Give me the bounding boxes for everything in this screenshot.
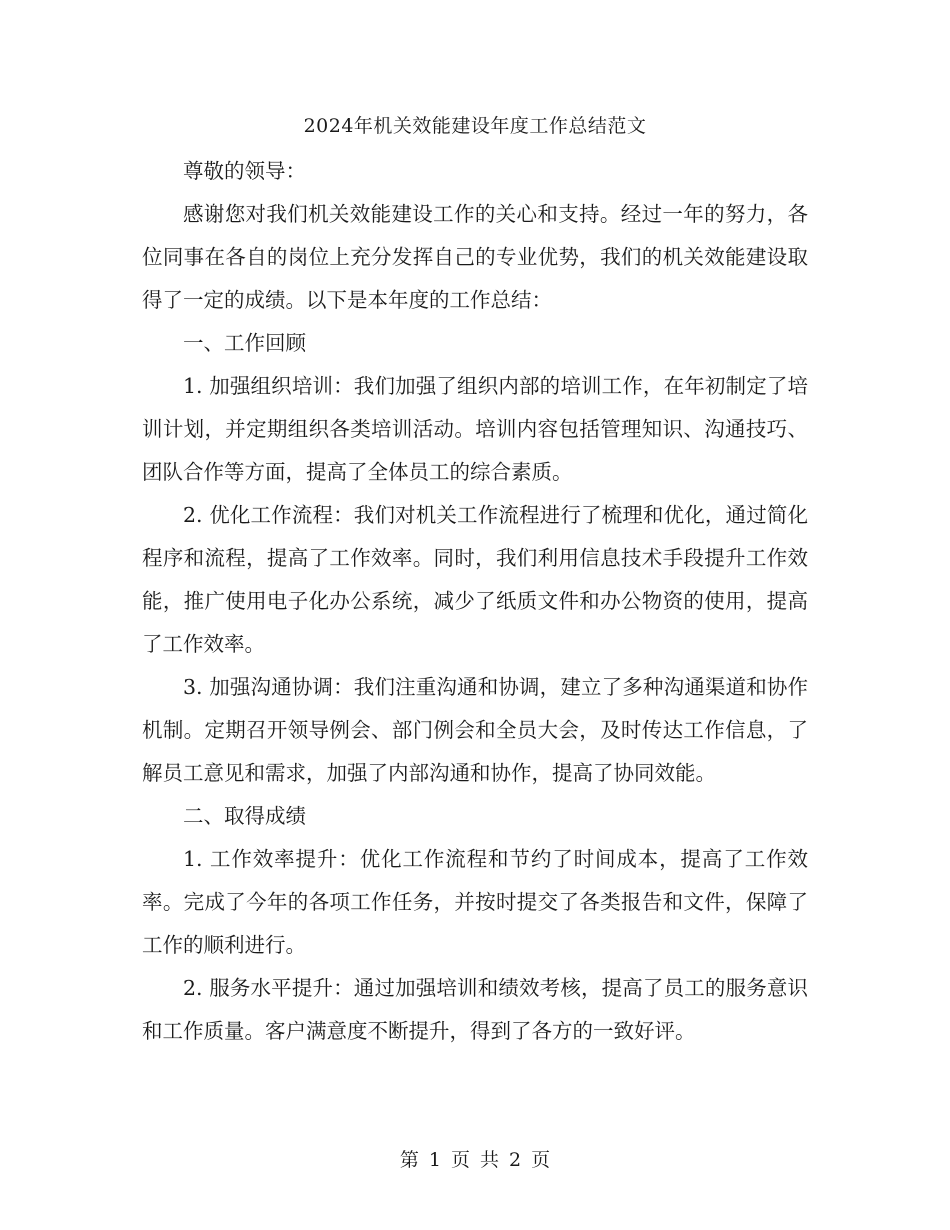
document-title: 2024年机关效能建设年度工作总结范文 (303, 115, 647, 137)
section-heading-results: 二、取得成绩 (183, 804, 306, 828)
salutation: 尊敬的领导： (183, 159, 306, 183)
paragraph-results-2: 2. 服务水平提升：通过加强培训和绩效考核，提高了员工的服务意识和工作质量。客户满意度不断提升，得到了各方的一致好评。 (142, 976, 808, 1043)
paragraph-review-1: 1. 加强组织培训：我们加强了组织内部的培训工作，在年初制定了培训计划，并定期组织各类培训活动。培训内容包括管理知识、沟通技巧、团队合作等方面，提高了全体员工的综合素质。 (142, 374, 808, 484)
document-body (142, 150, 808, 1053)
paragraph-intro: 感谢您对我们机关效能建设工作的关心和支持。经过一年的努力，各位同事在各自的岗位上充分发挥自己的专业优势，我们的机关效能建设取得了一定的成绩。以下是本年度的工作总结： (142, 202, 808, 312)
paragraph-review-3: 3. 加强沟通协调：我们注重沟通和协调，建立了多种沟通渠道和协作机制。定期召开领导例会、部门例会和全员大会，及时传达工作信息，了解员工意见和需求，加强了内部沟通和协作，提高了协同效能。 (142, 675, 808, 785)
section-heading-review: 一、工作回顾 (183, 331, 306, 355)
page-number-footer: 第 1 页 共 2 页 (399, 1149, 551, 1171)
paragraph-review-2: 2. 优化工作流程：我们对机关工作流程进行了梳理和优化，通过简化程序和流程，提高了工作效率。同时，我们利用信息技术手段提升工作效能，推广使用电子化办公系统，减少了纸质文件和办公物资的使用，提高了工作效率。 (142, 503, 808, 656)
paragraph-results-1: 1. 工作效率提升：优化工作流程和节约了时间成本，提高了工作效率。完成了今年的各项工作任务，并按时提交了各类报告和文件，保障了工作的顺利进行。 (142, 847, 808, 957)
